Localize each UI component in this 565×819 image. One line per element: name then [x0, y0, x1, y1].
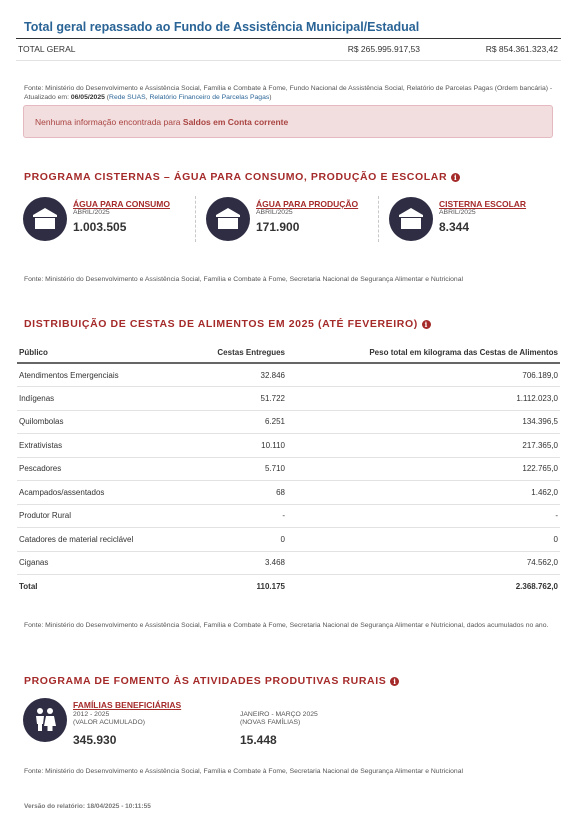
- table-total-row: [17, 575, 560, 599]
- cell-cestas: -: [197, 504, 287, 528]
- cell-publico: Indígenas: [17, 387, 197, 411]
- fund-transfer-title: Total geral repassado ao Fundo de Assistência Municipal/Estadual: [24, 20, 420, 34]
- period-accumulated: [73, 711, 145, 727]
- fomento-title-text: PROGRAMA DE FOMENTO ÀS ATIVIDADES PRODUTIVAS RURAIS: [24, 675, 387, 687]
- column-header-publico: Público: [17, 343, 197, 363]
- cell-peso: 1.112.023,0: [287, 387, 560, 411]
- cell-total-peso: 2.368.762,0: [287, 575, 560, 599]
- table-row: [17, 481, 560, 505]
- alert-bold: Saldos em Conta corrente: [182, 117, 289, 127]
- cell-publico: Produtor Rural: [17, 504, 197, 528]
- table-row: [17, 528, 560, 552]
- cell-cestas: 5.710: [197, 457, 287, 481]
- period-2: JANEIRO - MARÇO 2025: [240, 711, 318, 718]
- info-icon[interactable]: i: [422, 320, 431, 329]
- card-agua-producao: [206, 197, 381, 245]
- table-row: [17, 410, 560, 434]
- rede-suas-link[interactable]: Rede SUAS: [109, 94, 146, 102]
- cell-total-cestas: 110.175: [197, 575, 287, 599]
- source-note-text: Fonte: Ministério do Desenvolvimento e Assistência Social, Família e Combate à Fome, Fundo Nacional de Assistência Social, Relatório de Parcelas Pagas (Ordem bancária) - Atualizado em:: [24, 85, 553, 102]
- table-row: [17, 434, 560, 458]
- table-row: [17, 387, 560, 411]
- fomento-source-note: Fonte: Ministério do Desenvolvimento e Assistência Social, Família e Combate à Fome, Secretaria Nacional de Segurança Alimentar e Nutricional: [24, 768, 463, 775]
- cell-publico: Atendimentos Emergenciais: [17, 363, 197, 387]
- total-geral-value-1: R$ 265.995.917,53: [347, 44, 420, 54]
- period-1-note: (VALOR ACUMULADO): [73, 718, 146, 726]
- cell-cestas: 3.468: [197, 551, 287, 575]
- card-value: 8.344: [439, 220, 470, 234]
- card-value: 1.003.505: [73, 220, 127, 234]
- table-row: [17, 504, 560, 528]
- cell-publico: Quilombolas: [17, 410, 197, 434]
- column-header-cestas: Cestas Entregues: [197, 343, 287, 363]
- source-note-link-open: (: [106, 94, 110, 102]
- card-divider: [378, 196, 379, 242]
- period-new-families: [240, 711, 318, 727]
- value-new-families: 15.448: [240, 733, 277, 747]
- card-name: CISTERNA ESCOLAR: [439, 199, 527, 209]
- period-1: 2012 - 2025: [73, 711, 110, 718]
- cell-publico: Ciganas: [17, 551, 197, 575]
- cisternas-title-text: PROGRAMA CISTERNAS – ÁGUA PARA CONSUMO, PRODUÇÃO E ESCOLAR: [24, 171, 448, 183]
- cell-peso: 122.765,0: [287, 457, 560, 481]
- card-name: ÁGUA PARA CONSUMO: [73, 199, 170, 209]
- cell-publico: Pescadores: [17, 457, 197, 481]
- table-row: [17, 551, 560, 575]
- total-geral-label: TOTAL GERAL: [18, 44, 76, 54]
- cell-cestas: 32.846: [197, 363, 287, 387]
- period-2-note: (NOVAS FAMÍLIAS): [240, 718, 301, 726]
- table-row: [17, 457, 560, 481]
- house-icon: [206, 197, 250, 241]
- card-name: ÁGUA PARA PRODUÇÃO: [256, 199, 359, 209]
- info-icon[interactable]: i: [451, 173, 460, 182]
- total-row-divider: [16, 60, 561, 61]
- cell-cestas: 68: [197, 481, 287, 505]
- card-cisterna-escolar: [389, 197, 564, 245]
- table-header-row: [17, 343, 560, 363]
- cell-peso: 217.365,0: [287, 434, 560, 458]
- card-value: 171.900: [256, 220, 300, 234]
- cell-cestas: 51.722: [197, 387, 287, 411]
- card-agua-consumo: [23, 197, 198, 245]
- cell-peso: 134.396,5: [287, 410, 560, 434]
- cell-publico: Extrativistas: [17, 434, 197, 458]
- source-note-fnas: [24, 84, 554, 102]
- cell-publico: Catadores de material reciclável: [17, 528, 197, 552]
- cell-cestas: 6.251: [197, 410, 287, 434]
- cestas-source-note: Fonte: Ministério do Desenvolvimento e Assistência Social, Família e Combate à Fome, Secretaria Nacional de Segurança Alimentar e Nutricional, dados acumulados no ano.: [24, 622, 549, 629]
- cell-peso: 706.189,0: [287, 363, 560, 387]
- card-date: ABRIL/2025: [256, 209, 293, 216]
- alert-prefix: Nenhuma informação encontrada para: [35, 117, 183, 127]
- cestas-title-text: DISTRIBUIÇÃO DE CESTAS DE ALIMENTOS EM 2025 (ATÉ FEVEREIRO): [24, 318, 418, 330]
- fomento-section-title: [24, 675, 399, 687]
- cell-peso: -: [287, 504, 560, 528]
- cestas-table: [17, 343, 560, 598]
- cestas-section-title: [24, 318, 431, 330]
- total-geral-value-2: R$ 854.361.323,42: [485, 44, 558, 54]
- cell-peso: 74.562,0: [287, 551, 560, 575]
- familias-beneficiarias-label: FAMÍLIAS BENEFICIÁRIAS: [73, 700, 182, 710]
- cell-cestas: 0: [197, 528, 287, 552]
- source-note-link-separator: ,: [145, 94, 150, 102]
- cisternas-source-note: Fonte: Ministério do Desenvolvimento e Assistência Social, Família e Combate à Fome, Secretaria Nacional de Segurança Alimentar e Nutricional: [24, 276, 463, 283]
- table-row: [17, 363, 560, 387]
- cell-publico: Acampados/assentados: [17, 481, 197, 505]
- house-icon: [389, 197, 433, 241]
- value-accumulated: 345.930: [73, 733, 117, 747]
- cell-peso: 0: [287, 528, 560, 552]
- relatorio-financeiro-link[interactable]: Relatório Financeiro de Parcelas Pagas: [149, 94, 270, 102]
- cisternas-section-title: [24, 171, 460, 183]
- card-date: ABRIL/2025: [73, 209, 110, 216]
- family-icon: [23, 698, 67, 742]
- source-note-date: 06/05/2025: [70, 94, 105, 102]
- cell-peso: 1.462,0: [287, 481, 560, 505]
- card-divider: [195, 196, 196, 242]
- no-info-alert: [23, 105, 553, 138]
- info-icon[interactable]: i: [390, 677, 399, 686]
- cell-cestas: 10.110: [197, 434, 287, 458]
- header-divider: [16, 38, 561, 39]
- cell-total-label: Total: [17, 575, 197, 599]
- report-version: Versão do relatório: 18/04/2025 - 10:11:55: [24, 803, 151, 810]
- card-date: ABRIL/2025: [439, 209, 476, 216]
- house-icon: [23, 197, 67, 241]
- source-note-link-close: ): [269, 94, 272, 102]
- column-header-peso: Peso total em kilograma das Cestas de Alimentos: [287, 343, 560, 363]
